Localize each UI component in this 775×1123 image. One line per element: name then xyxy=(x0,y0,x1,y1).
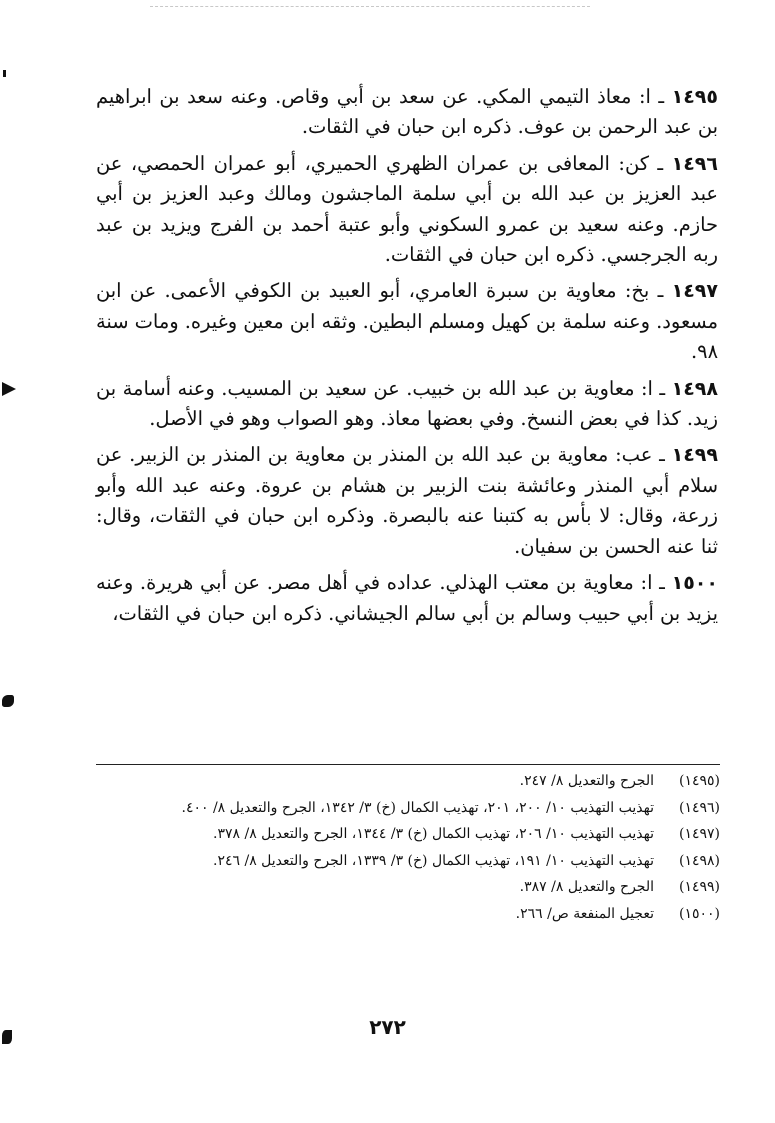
entry xyxy=(96,374,718,435)
entry xyxy=(96,568,718,629)
footnotes xyxy=(96,768,720,927)
footnote-number: (١٤٩٨) xyxy=(678,852,720,869)
entry-text: ـ ا: معاوية بن عبد الله بن خبيب. عن سعيد بن المسيب. وعنه أسامة بن زيد. كذا في بعض النسخ. وفي بعضها معاذ. وهو الصواب وهو في الأصل. xyxy=(96,376,718,431)
footnote-text: تهذيب التهذيب ١٠/ ٢٠٠، ٢٠١، تهذيب الكمال (خ) ٣/ ١٣٤٢، الجرح والتعديل ٨/ ٤٠٠. xyxy=(181,799,654,816)
footnote-text: الجرح والتعديل ٨/ ٣٨٧. xyxy=(519,879,654,895)
entry-text: ـ كن: المعافى بن عمران الظهري الحميري، أبو عمران الحمصي، عن عبد العزيز بن عبد الله بن أبي سلمة الماجشون ومالك وعبد العزيز بن أبي حازم. وعنه سعيد بن عمرو السكوني وأبو عتبة أحمد بن الفرج ويزيد بن عبد ربه الجرجسي. ذكره ابن حبان في الثقات. xyxy=(96,151,718,267)
footnote xyxy=(96,874,720,901)
scan-margin-mark xyxy=(2,382,16,396)
footnote xyxy=(96,795,720,822)
scan-margin-mark xyxy=(2,695,14,707)
entry-number: ١٤٩٧ xyxy=(671,280,718,303)
footnote-number: (١٤٩٥) xyxy=(678,773,720,789)
entry xyxy=(96,440,718,562)
footnote-number: (١٥٠٠) xyxy=(678,905,720,922)
footnote-text: تهذيب التهذيب ١٠/ ٢٠٦، تهذيب الكمال (خ) ٣/ ١٣٤٤، الجرح والتعديل ٨/ ٣٧٨. xyxy=(213,826,654,842)
footnote xyxy=(96,768,720,795)
footnote-text: تهذيب التهذيب ١٠/ ١٩١، تهذيب الكمال (خ) ٣/ ١٣٣٩، الجرح والتعديل ٨/ ٢٤٦. xyxy=(213,852,654,869)
entry-text: ـ ا: معاوية بن معتب الهذلي. عداده في أهل مصر. عن أبي هريرة. وعنه يزيد بن أبي حبيب وسالم بن أبي سالم الجيشاني. ذكره ابن حبان في الثقات، xyxy=(96,571,718,625)
entry xyxy=(96,276,718,367)
entry-text: ـ عب: معاوية بن عبد الله بن المنذر بن معاوية بن المنذر بن الزبير. عن سلام أبي المنذر وعائشة بنت الزبير بن هشام بن عروة. وعنه عبد الله وأبو زرعة، وقال: لا بأس به كتبنا عنه بالبصرة. وذكره ابن حبان في الثقات، وقال: ثنا عنه الحسن بن سفيان. xyxy=(96,443,718,558)
entry-text: ـ ا: معاذ التيمي المكي. عن سعد بن أبي وقاص. وعنه سعد بن ابراهيم بن عبد الرحمن بن عوف. ذكره ابن حبان في الثقات. xyxy=(96,85,718,139)
page-number: ٢٧٢ xyxy=(369,1015,406,1039)
entry xyxy=(96,149,718,271)
entry-text: ـ بخ: معاوية بن سبرة العامري، أبو العبيد بن الكوفي الأعمى. عن ابن مسعود. وعنه سلمة بن كهيل ومسلم البطين. وثقه ابن معين وغيره. ومات سنة ٩٨. xyxy=(96,279,718,364)
entry xyxy=(96,82,718,143)
footnote-number: (١٤٩٦) xyxy=(678,799,720,816)
footnote-number: (١٤٩٧) xyxy=(678,826,720,842)
entry-number: ١٤٩٨ xyxy=(671,377,718,400)
footnote-number: (١٤٩٩) xyxy=(678,879,720,895)
footnote xyxy=(96,901,720,928)
footnote-text: تعجيل المنفعة ص/ ٢٦٦. xyxy=(515,905,654,922)
footnote-text: الجرح والتعديل ٨/ ٢٤٧. xyxy=(519,773,654,789)
footnote xyxy=(96,848,720,875)
footnote xyxy=(96,821,720,848)
footnote-separator xyxy=(96,764,720,765)
entry-number: ١٥٠٠ xyxy=(671,572,718,595)
entry-number: ١٤٩٥ xyxy=(671,86,718,108)
scan-margin-mark xyxy=(3,70,6,77)
main-text xyxy=(96,82,718,635)
entry-number: ١٤٩٦ xyxy=(671,152,718,175)
top-scan-edge xyxy=(150,6,590,7)
entry-number: ١٤٩٩ xyxy=(671,444,718,467)
